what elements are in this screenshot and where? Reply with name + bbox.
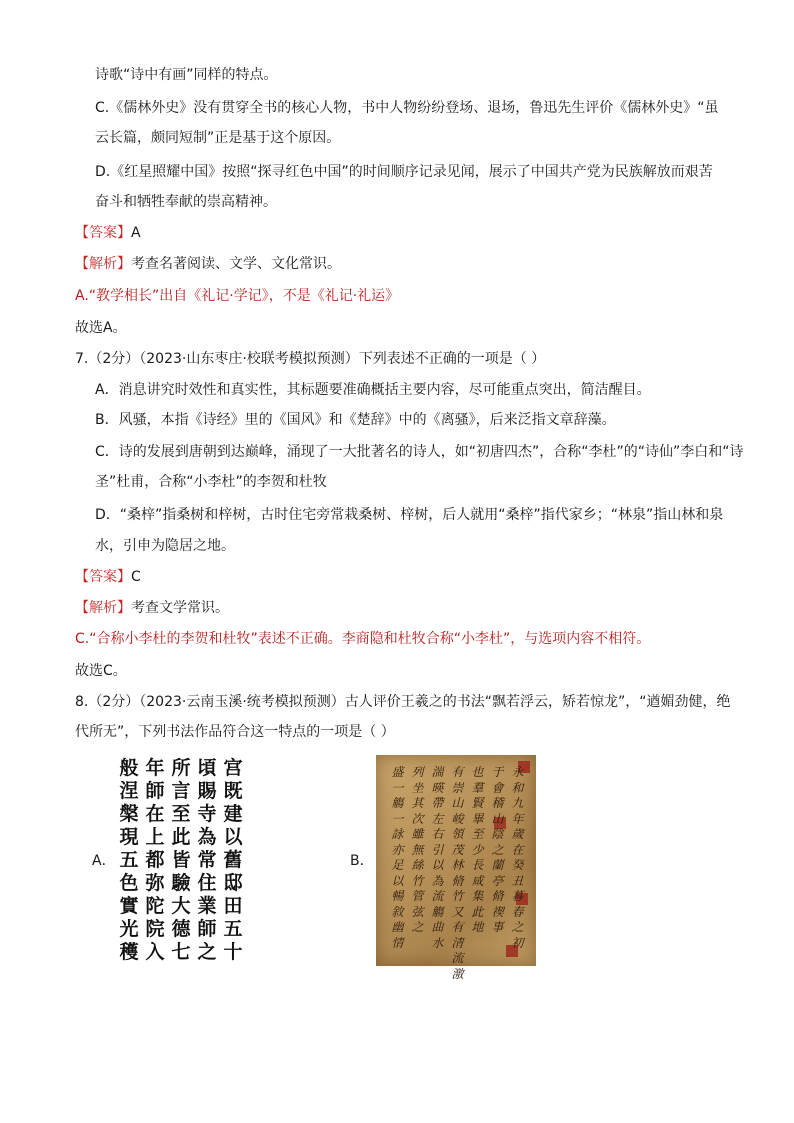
calligraphy-column	[118, 757, 140, 964]
calligraphy-char: 現	[119, 826, 139, 848]
q8-option-a-label: A．	[92, 853, 116, 869]
calligraphy-char: 林	[451, 858, 464, 872]
calligraphy-char: 賢	[471, 796, 484, 810]
calligraphy-char: 列	[411, 765, 424, 779]
calligraphy-char: 陰	[491, 827, 504, 841]
calligraphy-char: 有	[451, 920, 464, 934]
calligraphy-char: 咸	[471, 873, 484, 888]
calligraphy-char: 十	[223, 941, 243, 963]
calligraphy-char: 實	[119, 895, 139, 917]
calligraphy-char: 入	[145, 941, 165, 963]
calligraphy-char: 此	[471, 904, 484, 919]
calligraphy-char: 弦	[411, 904, 424, 919]
q7-option-c-line2: 圣”杜甫，合称“小李杜”的李贺和杜牧	[95, 474, 327, 490]
calligraphy-column	[450, 765, 465, 982]
calligraphy-char: 管	[411, 889, 424, 903]
q6-conclusion: 故选A。	[75, 320, 127, 336]
q8-stem-line2: 代所无”，下列书法作品符合这一特点的一项是（ ）	[75, 724, 395, 740]
calligraphy-char: 色	[119, 872, 139, 894]
calligraphy-char: 蘭	[491, 858, 504, 872]
calligraphy-char: 崇	[451, 780, 464, 795]
q7-option-b: B．风骚，本指《诗经》里的《国风》和《楚辞》中的《离骚》，后来泛指文章辞藻。	[95, 412, 616, 428]
q8-stem-line1: 8.（2分）（2023·云南玉溪·统考模拟预测）古人评价王羲之的书法“飘若浮云，矫若惊龙”，“遒媚劲健，绝	[75, 694, 731, 710]
calligraphy-char: 茂	[451, 842, 464, 857]
calligraphy-char: 陀	[145, 895, 165, 917]
analysis-text: 考查文学常识。	[131, 600, 229, 616]
calligraphy-char: 常	[197, 849, 217, 871]
calligraphy-char: 流	[451, 951, 464, 965]
calligraphy-char: 癸	[511, 858, 524, 872]
calligraphy-char: 水	[431, 935, 444, 950]
q6-option-d-line1: D.《红星照耀中国》按照“探寻红色中国”的时间顺序记录见闻，展示了中国共产党为民族解放而艰苦	[95, 164, 713, 180]
calligraphy-char: 羣	[471, 780, 484, 795]
calligraphy-char: 觴	[391, 796, 404, 810]
calligraphy-char: 上	[145, 826, 165, 848]
calligraphy-char: 次	[411, 811, 424, 826]
answer-label: 【答案】	[75, 225, 131, 241]
q7-option-c-line1: C．诗的发展到唐朝到达巅峰，涌现了一大批著名的诗人，如“初唐四杰”，合称“李杜”的“诗仙”李白和“诗	[95, 444, 744, 460]
calligraphy-column	[390, 765, 405, 951]
calligraphy-char: 驗	[171, 872, 191, 894]
calligraphy-char: 院	[145, 918, 165, 940]
q6-option-c-line1: C.《儒林外史》没有贯穿全书的核心人物，书中人物纷纷登场、退场，鲁迅先生评价《儒林外史》“虽	[95, 100, 719, 116]
calligraphy-char: 賜	[197, 780, 217, 802]
calligraphy-char: 為	[197, 826, 217, 848]
calligraphy-char: 足	[391, 858, 404, 872]
calligraphy-char: 所	[171, 757, 191, 779]
calligraphy-char: 亦	[391, 842, 404, 857]
calligraphy-char: 清	[451, 935, 464, 950]
calligraphy-char: 建	[223, 803, 243, 825]
calligraphy-char: 激	[451, 966, 464, 981]
calligraphy-char: 弥	[145, 872, 165, 894]
calligraphy-column	[490, 765, 505, 936]
calligraphy-char: 脩	[491, 889, 504, 903]
calligraphy-char: 敘	[391, 904, 404, 919]
calligraphy-char: 詠	[391, 827, 404, 841]
calligraphy-char: 其	[411, 796, 424, 810]
analysis-text: 考查名著阅读、文学、文化常识。	[131, 256, 341, 272]
q8-option-b-label: B．	[350, 853, 374, 869]
q7-option-d-line2: 水，引申为隐居之地。	[95, 538, 235, 554]
calligraphy-char: 德	[171, 918, 191, 940]
q6-explanation: A.“教学相长”出自《礼记·学记》，不是《礼记·礼运》	[75, 288, 400, 304]
calligraphy-column	[170, 757, 192, 964]
calligraphy-char: 九	[511, 796, 524, 810]
calligraphy-char: 以	[391, 873, 404, 888]
q7-option-a: A．消息讲究时效性和真实性，其标题要准确概括主要内容，尽可能重点突出，简洁醒目。	[95, 382, 651, 398]
calligraphy-char: 無	[411, 842, 424, 857]
calligraphy-char: 少	[471, 842, 484, 857]
calligraphy-char: 左	[431, 811, 444, 826]
calligraphy-char: 和	[511, 780, 524, 795]
calligraphy-char: 山	[451, 796, 464, 810]
q6-option-b-tail: 诗歌“诗中有画”同样的特点。	[95, 67, 278, 83]
calligraphy-char: 于	[491, 765, 504, 779]
analysis-label: 【解析】	[75, 600, 131, 616]
calligraphy-column	[510, 765, 525, 951]
calligraphy-char: 禊	[491, 904, 504, 919]
q6-option-d-line2: 奋斗和牺牲奉献的崇高精神。	[95, 194, 277, 210]
calligraphy-char: 右	[431, 827, 444, 841]
calligraphy-char: 五	[223, 918, 243, 940]
calligraphy-char: 田	[223, 895, 243, 917]
calligraphy-char: 穫	[119, 941, 139, 963]
calligraphy-char: 也	[471, 765, 484, 779]
calligraphy-char: 之	[511, 920, 524, 934]
q6-option-c-line2: 云长篇，颇同短制”正是基于这个原因。	[95, 130, 341, 146]
q7-option-d-line1: D．“桑梓”指桑树和梓树，古时住宅旁常栽桑树、梓树，后人就用“桑梓”指代家乡；“林泉”指山林和泉	[95, 507, 724, 523]
calligraphy-char: 年	[145, 757, 165, 779]
calligraphy-char: 五	[119, 849, 139, 871]
calligraphy-char: 槃	[119, 803, 139, 825]
calligraphy-char: 以	[223, 826, 243, 848]
calligraphy-char: 又	[451, 904, 464, 919]
calligraphy-char: 地	[471, 920, 484, 934]
calligraphy-char: 都	[145, 849, 165, 871]
calligraphy-char: 情	[391, 935, 404, 950]
answer-value: A	[131, 225, 141, 241]
answer-label: 【答案】	[75, 569, 131, 585]
calligraphy-char: 邸	[223, 872, 243, 894]
calligraphy-char: 為	[431, 873, 444, 888]
calligraphy-char: 既	[223, 780, 243, 802]
calligraphy-char: 曲	[431, 920, 444, 934]
calligraphy-char: 至	[471, 827, 484, 841]
calligraphy-char: 以	[431, 858, 444, 872]
calligraphy-char: 事	[491, 920, 504, 934]
calligraphy-char: 宫	[223, 757, 243, 779]
calligraphy-char: 住	[197, 872, 217, 894]
calligraphy-char: 皆	[171, 849, 191, 871]
calligraphy-char: 湍	[431, 765, 444, 779]
calligraphy-char: 竹	[411, 873, 424, 888]
answer-value: C	[131, 569, 141, 585]
calligraphy-char: 畢	[471, 811, 484, 826]
calligraphy-char: 領	[451, 827, 464, 841]
calligraphy-char: 頃	[197, 757, 217, 779]
calligraphy-char: 帶	[431, 796, 444, 810]
calligraphy-column	[430, 765, 445, 951]
calligraphy-char: 初	[511, 935, 524, 950]
calligraphy-char: 在	[145, 803, 165, 825]
calligraphy-char: 亭	[491, 873, 504, 888]
calligraphy-char: 般	[119, 757, 139, 779]
calligraphy-char: 舊	[223, 849, 243, 871]
calligraphy-char: 觴	[431, 904, 444, 919]
q6-analysis	[75, 254, 341, 274]
q7-explanation: C.“合称小李杜的李贺和杜牧”表述不正确。李商隐和杜牧合称“小李杜”，与选项内容不相符。	[75, 631, 651, 647]
calligraphy-char: 師	[145, 780, 165, 802]
calligraphy-char: 永	[511, 765, 524, 779]
calligraphy-char: 之	[197, 941, 217, 963]
calligraphy-char: 涅	[119, 780, 139, 802]
calligraphy-char: 年	[511, 811, 524, 826]
calligraphy-char: 幽	[391, 920, 404, 934]
calligraphy-column	[144, 757, 166, 964]
calligraphy-image-a	[118, 757, 246, 963]
calligraphy-char: 有	[451, 765, 464, 779]
calligraphy-char: 師	[197, 918, 217, 940]
calligraphy-column	[222, 757, 244, 964]
calligraphy-char: 流	[431, 889, 444, 903]
calligraphy-char: 言	[171, 780, 191, 802]
calligraphy-column	[410, 765, 425, 936]
calligraphy-char: 暮	[511, 889, 524, 903]
calligraphy-char: 之	[491, 842, 504, 857]
calligraphy-char: 竹	[451, 889, 464, 903]
calligraphy-char: 寺	[197, 803, 217, 825]
calligraphy-char: 會	[491, 780, 504, 795]
calligraphy-char: 峻	[451, 811, 464, 826]
calligraphy-char: 春	[511, 904, 524, 919]
calligraphy-char: 盛	[391, 765, 404, 779]
calligraphy-char: 脩	[451, 873, 464, 888]
calligraphy-char: 丑	[511, 873, 524, 888]
calligraphy-char: 絲	[411, 858, 424, 872]
calligraphy-char: 大	[171, 895, 191, 917]
calligraphy-char: 一	[391, 780, 404, 795]
calligraphy-char: 稽	[491, 796, 504, 810]
calligraphy-char: 暢	[391, 889, 404, 903]
calligraphy-char: 雖	[411, 827, 424, 841]
calligraphy-char: 山	[491, 811, 504, 826]
calligraphy-char: 七	[171, 941, 191, 963]
q6-answer	[75, 223, 141, 243]
q7-stem: 7.（2分）（2023·山东枣庄·校联考模拟预测）下列表述不正确的一项是（ ）	[75, 351, 546, 367]
calligraphy-char: 業	[197, 895, 217, 917]
calligraphy-char: 在	[511, 842, 524, 857]
calligraphy-char: 至	[171, 803, 191, 825]
q7-analysis	[75, 598, 229, 618]
calligraphy-char: 集	[471, 889, 484, 903]
calligraphy-char: 暎	[431, 780, 444, 795]
calligraphy-char: 一	[391, 811, 404, 826]
analysis-label: 【解析】	[75, 256, 131, 272]
calligraphy-char: 歲	[511, 827, 524, 841]
calligraphy-char: 之	[411, 920, 424, 934]
q7-conclusion: 故选C。	[75, 663, 127, 679]
calligraphy-column	[196, 757, 218, 964]
calligraphy-char: 引	[431, 842, 444, 857]
calligraphy-char: 此	[171, 826, 191, 848]
calligraphy-char: 光	[119, 918, 139, 940]
calligraphy-image-b	[376, 755, 536, 981]
q7-answer	[75, 567, 141, 587]
calligraphy-char: 坐	[411, 780, 424, 795]
calligraphy-column	[470, 765, 485, 936]
calligraphy-char: 長	[471, 858, 484, 872]
